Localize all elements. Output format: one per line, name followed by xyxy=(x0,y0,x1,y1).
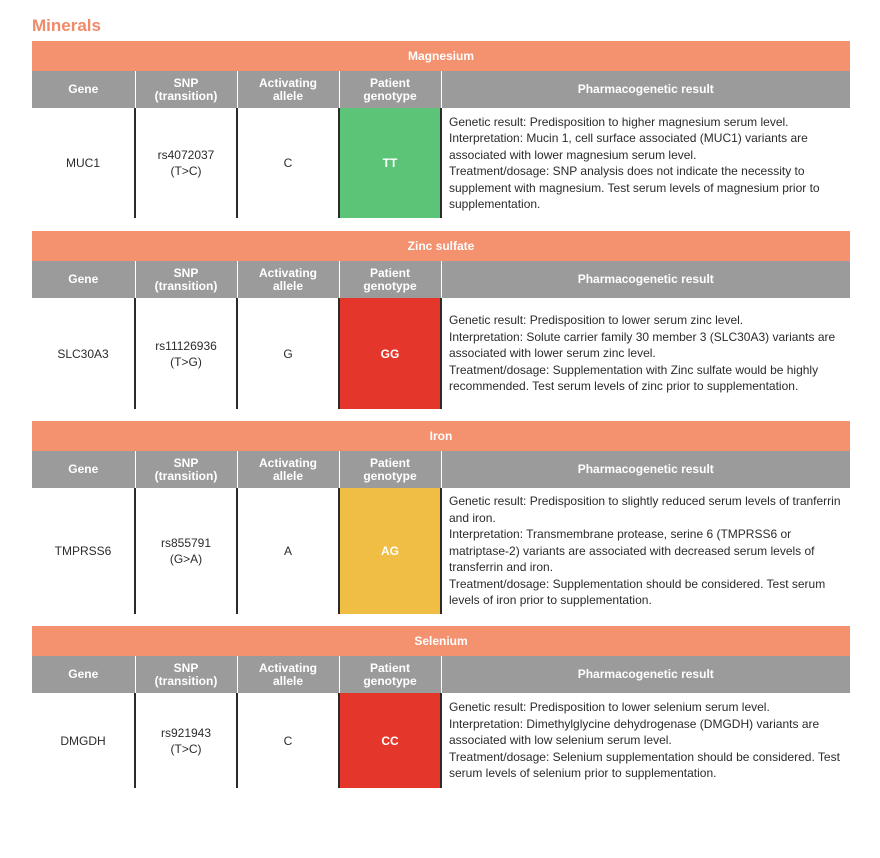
result-cell xyxy=(441,298,850,409)
genotype-cell: TT xyxy=(339,108,441,218)
snp-cell xyxy=(135,693,237,788)
column-header-result: Pharmacogenetic result xyxy=(441,71,850,108)
snp-id: rs11126936 xyxy=(155,338,217,353)
result-genetic: Genetic result: Predisposition to higher magnesium serum level. xyxy=(449,114,789,129)
snp-cell xyxy=(135,298,237,409)
column-header-row xyxy=(32,71,850,108)
column-header-genotype: Patient genotype xyxy=(339,451,441,488)
column-header-genotype: Patient genotype xyxy=(339,71,441,108)
allele-cell: C xyxy=(237,108,339,218)
table-row xyxy=(32,108,850,218)
snp-id: rs855791 xyxy=(160,536,212,550)
column-header-genotype: Patient genotype xyxy=(339,261,441,298)
column-header-result: Pharmacogenetic result xyxy=(441,261,850,298)
result-interpretation: Interpretation: Solute carrier family 30 member 3 (SLC30A3) variants are associated with lower serum zinc level. xyxy=(449,329,836,361)
genotype-cell: AG xyxy=(339,488,441,614)
allele-cell: C xyxy=(237,693,339,788)
snp-cell xyxy=(135,488,237,614)
snp-id: rs921943 xyxy=(160,725,212,740)
mineral-table xyxy=(32,71,850,218)
page-title: Minerals xyxy=(32,16,101,35)
snp-transition: (T>C) xyxy=(170,164,202,178)
result-interpretation: Interpretation: Mucin 1, cell surface associated (MUC1) variants are associated with lower magnesium serum level. xyxy=(449,131,808,162)
column-header-allele: Activating allele xyxy=(237,451,339,488)
column-header-result: Pharmacogenetic result xyxy=(441,451,850,488)
snp-transition: (T>C) xyxy=(170,741,202,756)
section-selenium xyxy=(32,626,850,788)
column-header-gene: Gene xyxy=(32,71,135,108)
result-treatment: Treatment/dosage: SNP analysis does not indicate the necessity to supplement with magnesium. Test serum levels of magnesium prior to supplementation. xyxy=(449,164,820,211)
result-cell xyxy=(441,108,850,218)
section-title: Magnesium xyxy=(407,49,474,63)
mineral-table xyxy=(32,451,850,614)
result-interpretation: Interpretation: Dimethylglycine dehydrogenase (DMGDH) variants are associated with low selenium serum level. xyxy=(449,716,820,748)
result-genetic: Genetic result: Predisposition to slightly reduced serum levels of tranferrin and iron. xyxy=(449,494,841,525)
column-header-snp: SNP (transition) xyxy=(135,451,237,488)
section-header xyxy=(32,231,850,261)
result-treatment: Treatment/dosage: Supplementation should be considered. Test serum levels of iron prior to supplementation. xyxy=(449,576,826,608)
mineral-table xyxy=(32,261,850,409)
column-header-row xyxy=(32,451,850,488)
section-title: Zinc sulfate xyxy=(407,239,475,253)
column-header-genotype: Patient genotype xyxy=(339,656,441,693)
column-header-snp: SNP (transition) xyxy=(135,71,237,108)
column-header-allele: Activating allele xyxy=(237,656,339,693)
gene-cell: TMPRSS6 xyxy=(54,544,112,558)
section-title: Iron xyxy=(429,429,453,443)
result-genetic: Genetic result: Predisposition to lower selenium serum level. xyxy=(449,700,770,715)
section-zinc-sulfate xyxy=(32,231,850,409)
snp-id: rs4072037 xyxy=(157,148,215,162)
result-genetic: Genetic result: Predisposition to lower serum zinc level. xyxy=(449,313,744,328)
snp-transition: (G>A) xyxy=(169,552,203,566)
result-cell xyxy=(441,488,850,614)
column-header-row xyxy=(32,261,850,298)
section-header xyxy=(32,626,850,656)
genotype-cell: CC xyxy=(339,693,441,788)
table-row xyxy=(32,693,850,788)
result-treatment: Treatment/dosage: Selenium supplementation should be considered. Test serum levels of selenium prior to supplementation. xyxy=(449,749,840,781)
gene-cell: MUC1 xyxy=(65,156,100,170)
column-header-gene: Gene xyxy=(32,451,135,488)
gene-cell: DMGDH xyxy=(60,733,106,748)
section-title: Selenium xyxy=(414,634,468,648)
table-row xyxy=(32,298,850,409)
section-header xyxy=(32,421,850,451)
column-header-allele: Activating allele xyxy=(237,261,339,298)
result-interpretation: Interpretation: Transmembrane protease, serine 6 (TMPRSS6 or matriptase-2) variants are associated with decreased serum levels of transferrin and iron. xyxy=(449,527,815,575)
snp-transition: (T>G) xyxy=(170,354,202,369)
genotype-cell: GG xyxy=(339,298,441,409)
allele-cell: A xyxy=(237,488,339,614)
mineral-table xyxy=(32,656,850,788)
column-header-snp: SNP (transition) xyxy=(135,261,237,298)
section-header xyxy=(32,41,850,71)
column-header-result: Pharmacogenetic result xyxy=(441,656,850,693)
gene-cell: SLC30A3 xyxy=(57,346,109,361)
section-magnesium xyxy=(32,41,850,218)
section-iron xyxy=(32,421,850,614)
column-header-snp: SNP (transition) xyxy=(135,656,237,693)
result-cell xyxy=(441,693,850,788)
column-header-row xyxy=(32,656,850,693)
column-header-gene: Gene xyxy=(32,656,135,693)
column-header-allele: Activating allele xyxy=(237,71,339,108)
table-row xyxy=(32,488,850,614)
column-header-gene: Gene xyxy=(32,261,135,298)
allele-cell: G xyxy=(237,298,339,409)
result-treatment: Treatment/dosage: Supplementation with Zinc sulfate would be highly recommended. Test serum levels of zinc prior to supplementation. xyxy=(449,362,819,394)
snp-cell xyxy=(135,108,237,218)
